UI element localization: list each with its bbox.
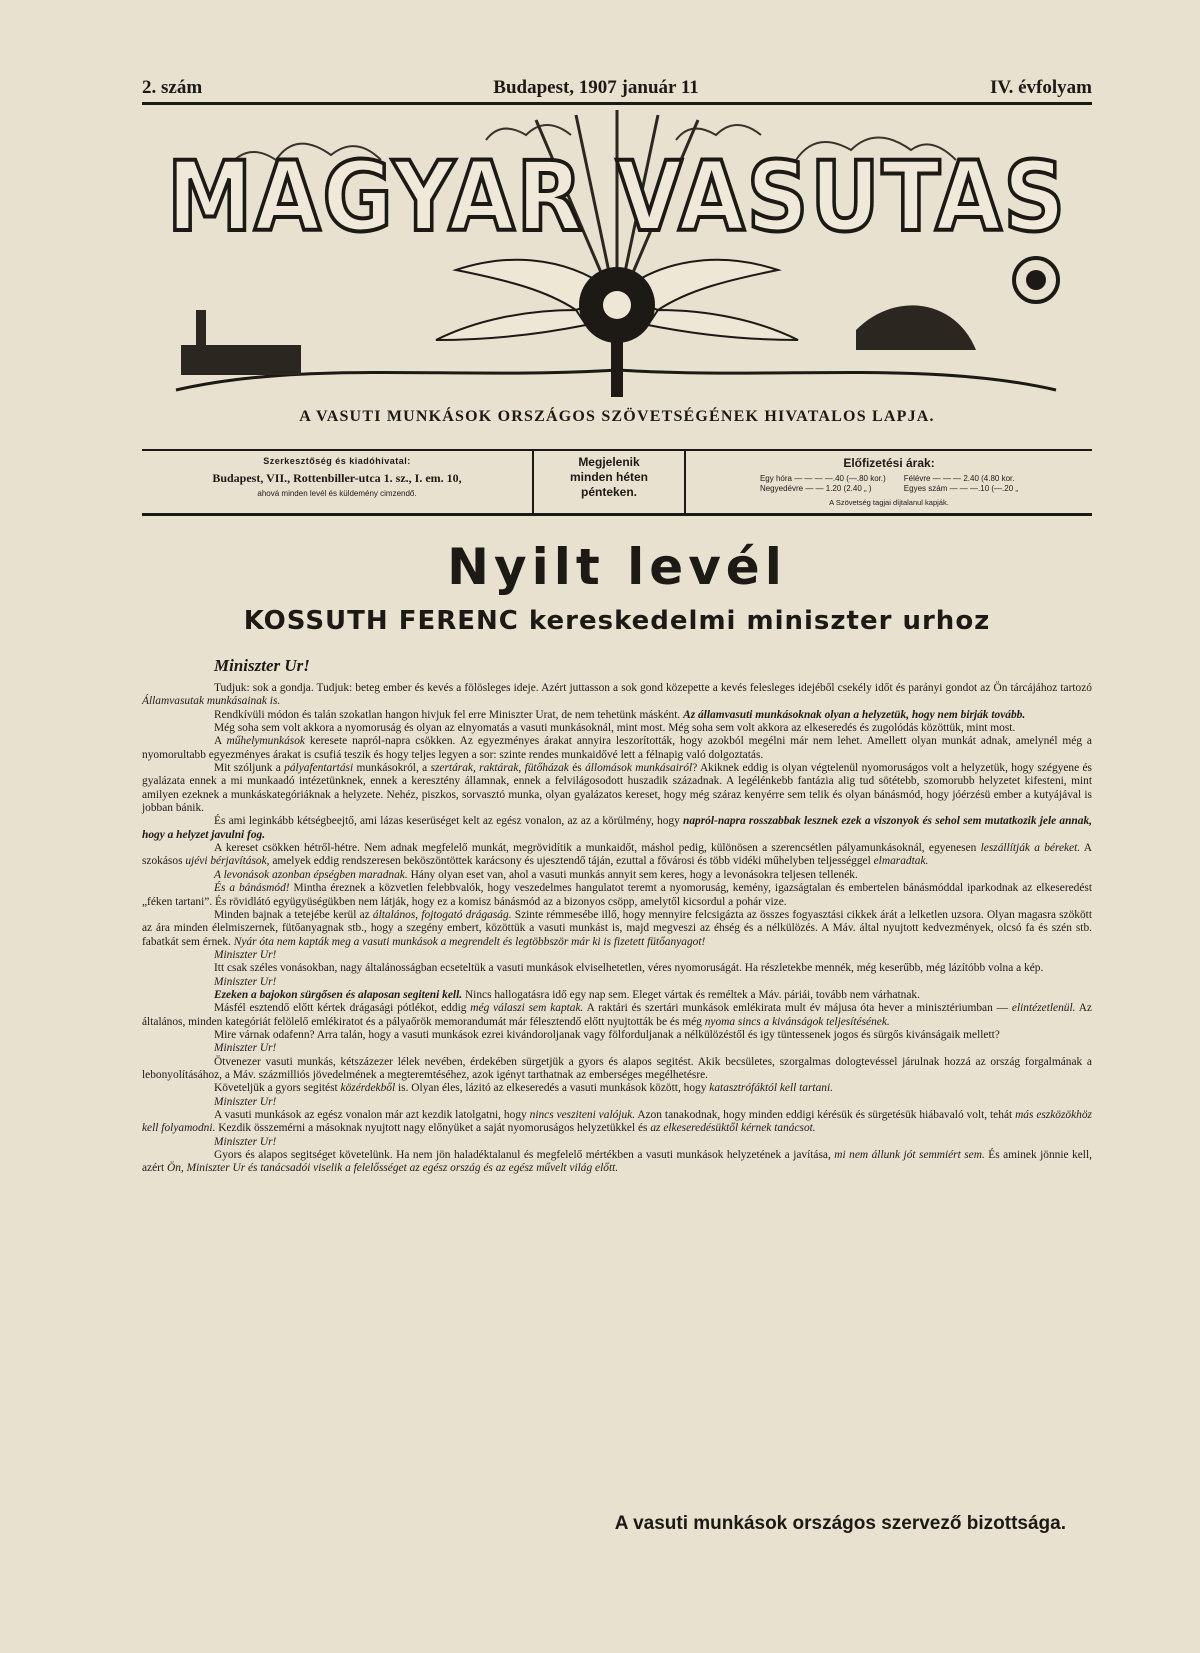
emphasized-text: műhelymunkások <box>226 735 305 748</box>
emphasized-text: Ezeken a bajokon sürgősen és alaposan segiteni kell. <box>214 988 463 1001</box>
article-paragraph <box>142 762 1092 815</box>
emphasized-text: leszállítják a béreket. <box>980 842 1081 855</box>
text-run: Még soha sem volt akkora a nyomoruság és olyan az elnyomatás a vasuti munkásoknál, mint most. Még soha sem volt akkora az elkeseredés és zugolódás közöttük, mint most. <box>214 722 1016 735</box>
article-paragraph <box>142 682 1092 709</box>
volume-number: IV. évfolyam <box>989 77 1092 98</box>
office-address: Budapest, VII., Rottenbiller-utca 1. sz., I. em. 10, <box>212 471 462 485</box>
price-line: Egyes szám — — —.10 (—.20 „ <box>903 484 1019 493</box>
text-run: amelyek eddig rendszeresen beköszöntöttek karácsony és ujesztendő táján, ezuttal a fővárosi és több vidéki műhelyben teljességgel <box>269 855 874 868</box>
text-run: keresete napról-napra csökken. Az egyezményes árakat annyira leszorították, hogy azokból megélni már nem lehet. Amellett olyan munkát adnak, amelynél még a nyomorultabb egyezményes árakat is csufiá teszik és hogy teljes legyen a sor: szinte rendes munkaidővé lett a félnapig való dolgoztatás. <box>142 735 1092 761</box>
text-run: és <box>568 762 586 775</box>
article-paragraph <box>142 962 1092 975</box>
text-run: Mire várnak odafenn? Arra talán, hogy a vasuti munkások ezrei kivándoroljanak vagy fölforduljanak a nélkülözéstől és igy tüntessenek jogos és sürgős kivánságaik mellett? <box>214 1028 1000 1041</box>
article-paragraph <box>142 1002 1092 1029</box>
schedule-line-1: Megjelenik <box>578 455 640 469</box>
text-run: Tudjuk: sok a gondja. Tudjuk: beteg ember és kevés a fölösleges ideje. Azért juttasson a sok gond közepette a kevés felesleges idejéből csekély időt és parányi gondot az Ön tárcájához tartozó <box>214 682 1092 694</box>
price-line: Negyedévre — — 1.20 (2.40 „ ) <box>759 484 872 493</box>
text-run: Követeljük a gyors segitést <box>214 1082 341 1095</box>
text-run: Nincs hallogatásra idő egy nap sem. Eleget vártak és reméltek a Máv. páriái, tovább nem várhatnak. <box>462 988 920 1001</box>
article-paragraph <box>142 722 1092 735</box>
article-paragraph <box>142 1082 1092 1095</box>
article-paragraph <box>142 882 1092 909</box>
article-subhead: KOSSUTH FERENC kereskedelmi miniszter urhoz <box>243 606 991 636</box>
info-box <box>142 449 1092 516</box>
place-date: Budapest, 1907 január 11 <box>493 77 699 98</box>
text-run: Másfél esztendő előtt kértek drágasági pótlékot, eddig <box>214 1002 471 1015</box>
price-line: Egy hóra — — — —.40 (—.80 kor.) <box>759 474 886 483</box>
subscription-prices <box>686 451 1092 513</box>
article-headline: Nyilt levél <box>447 538 787 596</box>
editorial-office <box>142 451 534 513</box>
article-paragraph <box>142 1149 1092 1176</box>
issue-line <box>142 74 1092 105</box>
emphasized-text: elintézetlenül. <box>1011 1002 1076 1015</box>
text-run: ? Akiknek eddig is olyan végtelenül nyomoruságos volt a helyzetük, hogy szégyene és gyalázata ennek a mi munkaadó intézetünknek, ennek a keresztény államnak, ennek a felvilágosodott huszadik századnak. A legélénkebb fantázia alig tud sötétebb, szomorubb helyzetet kifesteni, mint amilyen ezeknek a munkáskategóriáknak a helyzete. Nehéz, piszkos, sorvasztó munka, olyan gyalázatos kereset, hogy még száraz kenyérre sem telik és olyan bánásmód, hogy jóérzésü ember a kutyájával is jobban bánik. <box>142 762 1092 815</box>
emphasized-text: szertárak, raktárak, fütőházak <box>430 762 569 775</box>
text-run: Itt csak széles vonásokban, nagy általánosságban ecseteltük a vasuti munkások elviselhetetlen, véres nyomoruságát. Ha részletekbe mennék, még keserűbb, még lázítóbb volna a kép. <box>214 962 1044 975</box>
emphasized-text: elmaradtak. <box>873 855 929 868</box>
price-note: A Szövetség tagjai díjtalanul kapják. <box>829 498 949 507</box>
article-signature: A vasuti munkások országos szervező bizottsága. <box>614 1513 1066 1534</box>
article-paragraph <box>142 815 1092 842</box>
emphasized-text: más eszközökhöz kell folyamodni. <box>142 1109 1092 1135</box>
article-paragraph <box>142 1056 1092 1083</box>
emphasized-text: Ön, Miniszter Ur és tanácsadói viselik a felelősséget az egész ország és az egész művelt világ előtt. <box>166 1162 619 1175</box>
text-run: is. Olyan éles, lázitó az elkeseredés a vasuti munkások között, hogy <box>395 1082 710 1095</box>
emphasized-text: általános, fojtogató drágaság. <box>372 908 512 921</box>
article-paragraph <box>142 842 1092 869</box>
text-run: Kezdik összemérni a másoknak nyujtott nagy előnyüket a saját nyomoruságos helyzetükkel és <box>215 1122 651 1135</box>
office-label: Szerkesztőség és kiadóhivatal: <box>263 456 411 466</box>
masthead-illustration <box>156 110 1078 400</box>
emphasized-text: állomások munkásairól <box>585 762 693 775</box>
text-run: Rendkívüli módon és talán szokatlan hangon hivjuk fel erre Miniszter Urat, de nem tehetünk másként. <box>214 708 684 721</box>
text-run: Gyors és alapos segitséget követelünk. Ha nem jön haladéktalanul és megfelelő mértékben a vasuti munkások helyzetének a javítása, <box>214 1149 835 1162</box>
text-run: Mit szóljunk a <box>214 762 285 775</box>
emphasized-text: nincs vesziteni valójuk. <box>529 1109 636 1121</box>
emphasized-text: az elkeseredésüktől kérnek tanácsot. <box>650 1122 816 1135</box>
emphasized-text: És a bánásmód! <box>214 882 290 895</box>
article-paragraph <box>142 735 1092 762</box>
emphasized-text: Államvasutak munkásainak is. <box>142 695 281 708</box>
text-run: A kereset csökken hétről-hétre. Nem adnak megfelelő munkát, megrövidítik a munkaidőt, máshol pedig, különösen a szerencsétlen pályamunkásoknál, egyenesen <box>214 842 981 855</box>
text-run: A raktári és szertári munkások emlékirata mult év májusa óta hever a minisztériumban — <box>583 1002 1012 1015</box>
text-run: Az általános, minden kategóriát felölelő emlékiratot és a pályaőrök memorandumát már félesztendő előtt nyujtották be és még <box>142 1002 1092 1028</box>
text-run: Szinte rémmesébe illő, hogy mennyire felcsigázta az összes fogyasztási cikkek árát a lelketlen uzsora. Olyan magasra szökött az ára minden élelmiszernek, fütőanyagnak stb., hogy a szegény embert, közöttük a vasuti munkást is, majd megveszi az éhség és a nélkülözés. A Máv. által nyujtott kedvezmények, olcsó fa és szén stb. fabatkát sem érnek. <box>142 908 1093 948</box>
publication-schedule <box>534 451 686 513</box>
emphasized-text: mi nem állunk jót semmiért sem. <box>834 1149 985 1162</box>
emphasized-text: pályafentartási <box>284 762 354 775</box>
schedule-line-3: pénteken. <box>580 485 637 499</box>
office-note: ahová minden levél és küldemény cimzendő. <box>257 489 417 498</box>
schedule-line-2: minden héten <box>569 470 648 484</box>
text-run: A szokásos <box>142 842 1093 868</box>
price-line: Félévre — — — 2.40 (4.80 kor. <box>903 474 1015 483</box>
article-body <box>142 682 1092 1176</box>
emphasized-text: ujévi bérjavítások, <box>185 855 270 868</box>
article-greeting: Miniszter Ur! <box>214 656 310 675</box>
address-line: Miniszter Ur! <box>214 948 277 961</box>
text-run: Azon tanakodnak, hogy minden eddigi kérésük és sürgetésük hiábavaló volt, tehát <box>635 1109 1016 1121</box>
masthead-subtitle: A VASUTI MUNKÁSOK ORSZÁGOS SZÖVETSÉGÉNEK HIVATALOS LAPJA. <box>299 408 935 425</box>
emphasized-text: még válaszi sem kaptak. <box>470 1002 584 1015</box>
prices-label: Előfizetési árak: <box>843 456 935 470</box>
text-run: Hány olyan eset van, ahol a vasuti munkás annyit sem keres, hogy a levonásokra teljesen tellenék. <box>407 868 858 881</box>
masthead-title: MAGYAR VASUTAS <box>167 141 1067 253</box>
text-run: A vasuti munkások az egész vonalon már azt kezdik latolgatni, hogy <box>214 1109 530 1121</box>
address-line: Miniszter Ur! <box>214 975 277 988</box>
emphasized-text: Nyár óta nem kapták meg a vasuti munkások a megrendelt és legtöbbször már ki is fizetett fütőanyagot! <box>233 935 706 948</box>
article-paragraph <box>142 869 1092 882</box>
article-paragraph <box>142 909 1092 949</box>
address-line: Miniszter Ur! <box>214 1095 277 1108</box>
text-run: És aminek jönnie kell, azért <box>142 1149 1092 1175</box>
text-run: munkásokról, a <box>353 762 431 775</box>
emphasized-text: A levonások azonban épségben maradnak. <box>214 868 408 881</box>
emphasized-text: Az államvasuti munkásoknak olyan a helyzetük, hogy nem birják tovább. <box>683 708 1026 721</box>
address-line: Miniszter Ur! <box>214 1135 277 1148</box>
emphasized-text: nyoma sincs a kivánságok teljesítésének. <box>704 1015 890 1028</box>
text-run: Ötvenezer vasuti munkás, kétszázezer lélek nevében, érdekében sürgetjük a gyors és alapos segitést. Akik becsületes, szorgalmas dologtevéssel járulnak hozzá az ország forgalmának a lebonyolításához, a Máv. százmilliós jövedelmének a megteremtéséhez, azok igényt tarthatnak az emberséges megélhetésre. <box>142 1055 1092 1081</box>
text-run: A <box>214 735 227 748</box>
article-paragraph <box>142 1109 1092 1136</box>
address-line: Miniszter Ur! <box>214 1042 277 1055</box>
emphasized-text: közérdekből <box>340 1082 396 1095</box>
text-run: Mintha éreznek a közvetlen felebbvalók, hogy veszedelmes hangulatot teremt a nyomoruság, kemény, igazságtalan és embertelen bánásmóddal iparkodnak az elkeseredést „féken tartani”. És rövidlátó együgyüségükben nem látják, hogy ez a komisz bánásmód az a bizonyos csöpp, amelytől kicsordul a pohár vize. <box>142 882 1093 908</box>
issue-number: 2. szám <box>142 77 203 98</box>
emphasized-text: katasztrófáktól kell tartani. <box>709 1082 833 1095</box>
text-run: És ami leginkább kétségbeejtő, ami lázas keserüséget kelt az egész vonalon, az az a körülmény, hogy <box>214 815 684 828</box>
text-run: Minden bajnak a tetejébe kerül az <box>214 908 373 921</box>
emphasized-text: napról-napra rosszabbak lesznek ezek a viszonyok és sehol sem mutatkozik jele annak, hogy a helyzet javulni fog. <box>142 815 1092 841</box>
article-paragraph <box>142 1029 1092 1042</box>
article-paragraph <box>142 709 1092 722</box>
article-paragraph <box>142 989 1092 1002</box>
